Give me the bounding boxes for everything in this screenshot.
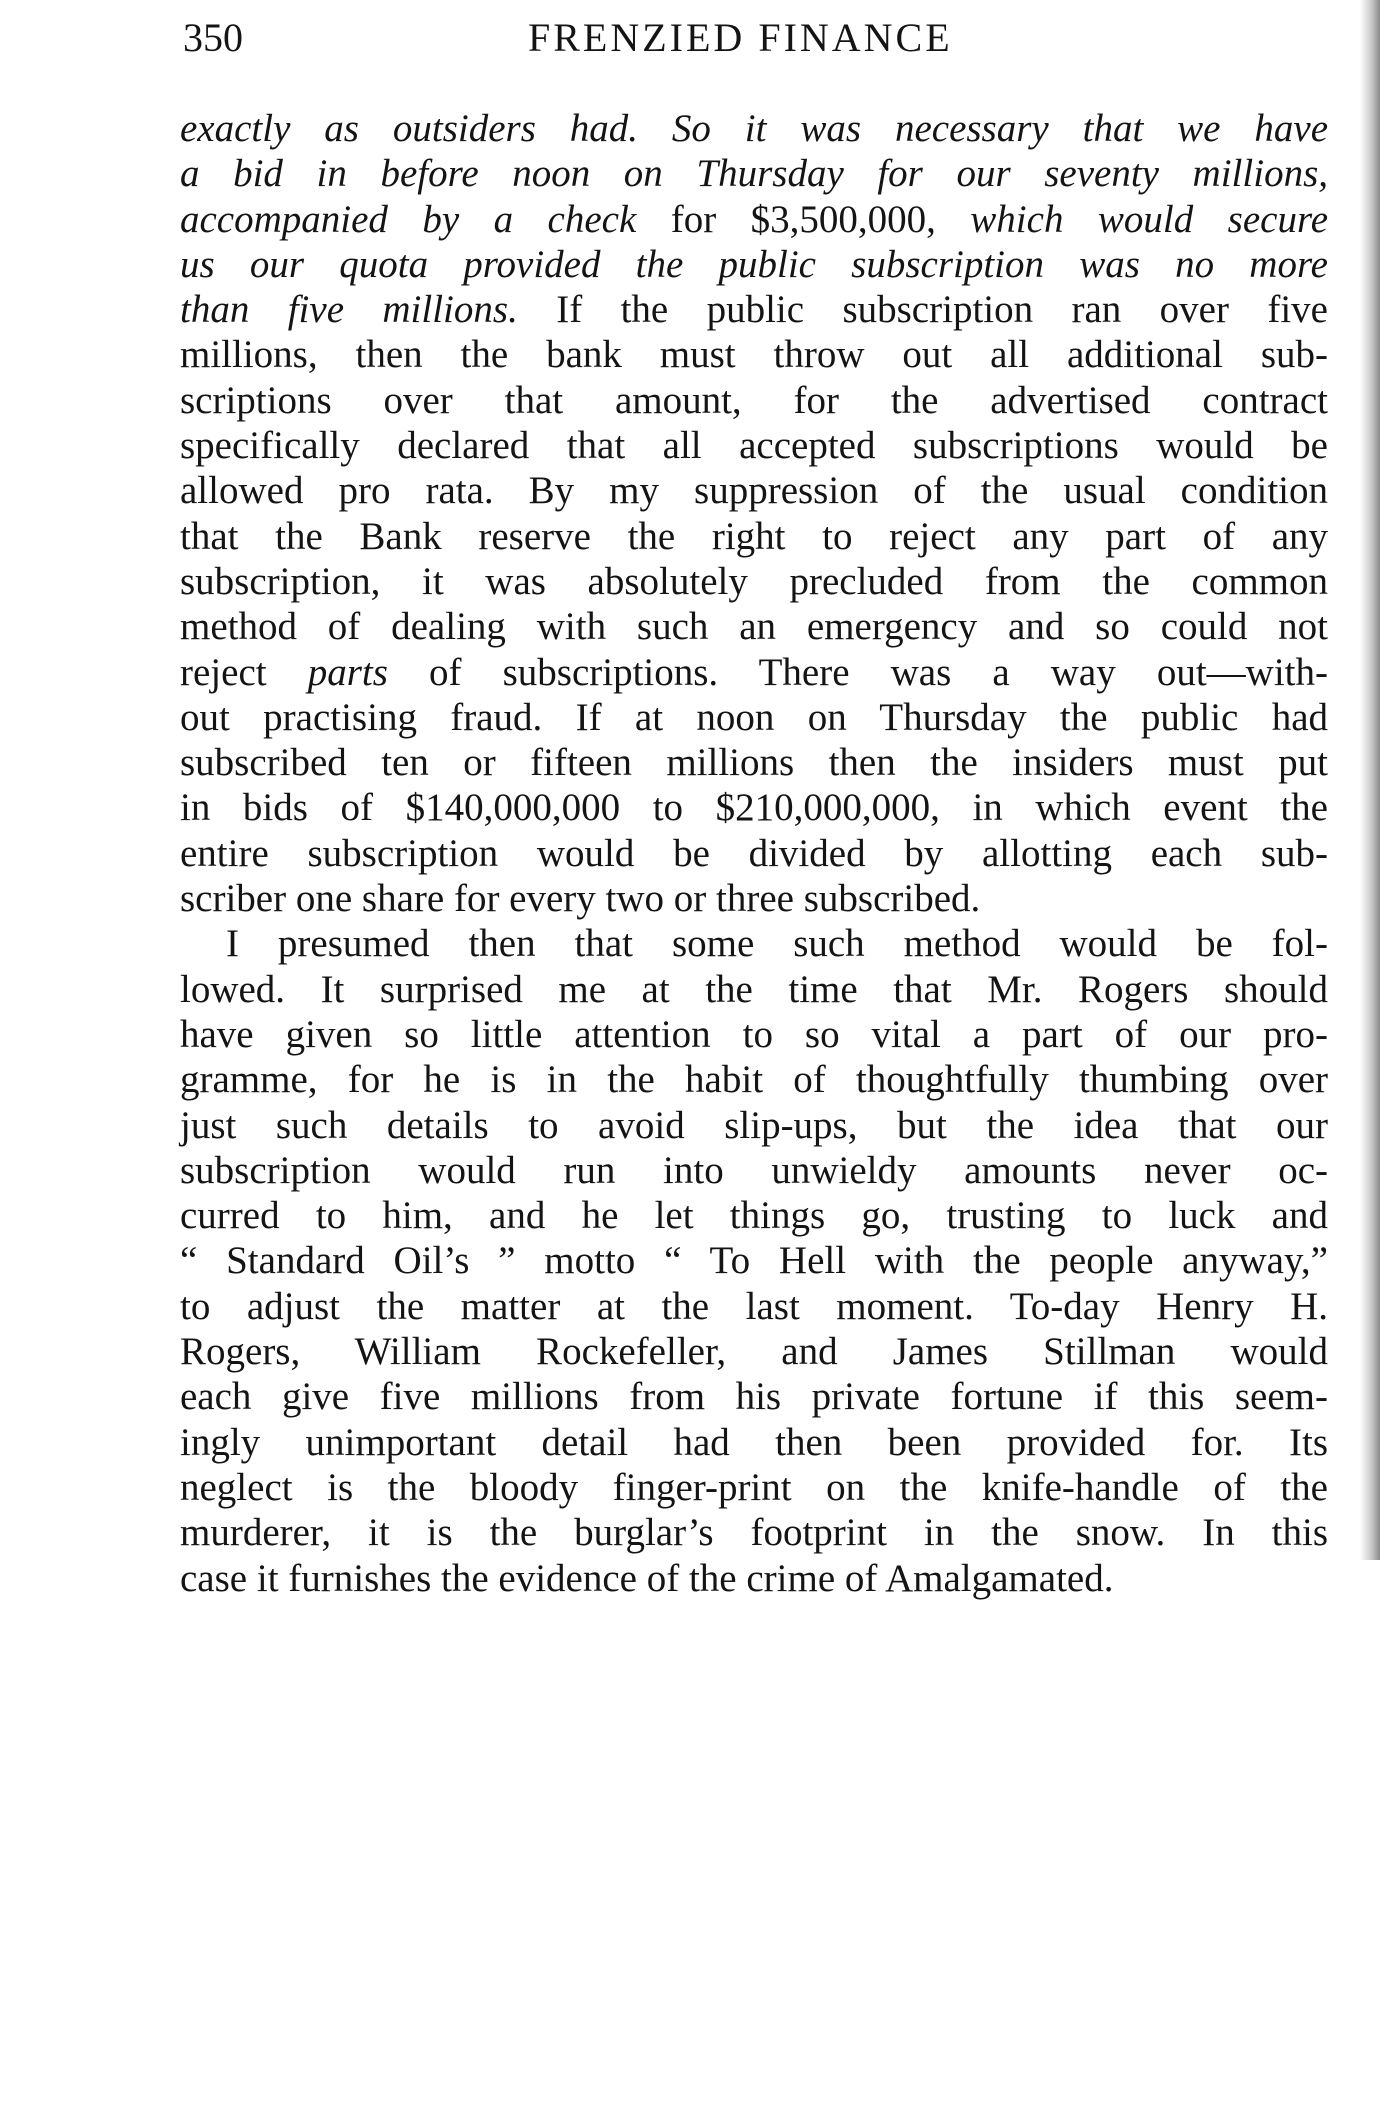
text-run: lowed. It surprised me at the time that Mr. Rogers should	[180, 967, 1328, 1011]
italic-run: So it was necessary that we have	[671, 107, 1329, 150]
text-line	[180, 785, 1328, 830]
text-run: scriber one share for every two or three subscribed.	[180, 877, 981, 921]
italic-run: parts	[307, 650, 388, 694]
text-line	[180, 1329, 1328, 1374]
page-header	[183, 6, 1328, 70]
text-run: millions, then the bank must throw out all additional sub-	[180, 333, 1328, 377]
text-line	[180, 1420, 1328, 1465]
text-line	[180, 1012, 1328, 1057]
text-run: method of dealing with such an emergency and so could not	[180, 605, 1328, 649]
text-run: scriptions over that amount, for the advertised contract	[180, 378, 1328, 422]
page-number: 350	[183, 15, 243, 60]
text-line	[180, 468, 1328, 513]
text-line	[180, 831, 1328, 876]
text-run: gramme, for he is in the habit of thoughtfully thumbing over	[180, 1058, 1328, 1102]
text-line	[180, 242, 1328, 287]
text-line	[180, 1148, 1328, 1193]
text-run: out practising fraud. If at noon on Thursday the public had	[180, 695, 1328, 739]
text-line	[180, 151, 1328, 196]
text-run: entire subscription would be divided by allotting each sub-	[180, 831, 1328, 875]
text-run: subscription would run into unwieldy amounts never oc-	[180, 1148, 1328, 1192]
text-line	[180, 559, 1328, 604]
text-run: case it furnishes the evidence of the crime of Amalgamated.	[180, 1556, 1114, 1600]
text-line	[180, 1556, 1328, 1601]
page-edge-shadow	[1360, 0, 1380, 1560]
text-line	[180, 287, 1328, 332]
text-run: have given so little attention to so vital a part of our pro-	[180, 1012, 1328, 1056]
italic-run: accompanied by a check	[180, 197, 637, 241]
text-line	[180, 1057, 1328, 1102]
text-line	[180, 1510, 1328, 1555]
text-line	[180, 650, 1328, 695]
text-run: allowed pro rata. By my suppression of the usual condition	[180, 469, 1328, 513]
text-line	[180, 967, 1328, 1012]
text-line	[180, 921, 1328, 966]
text-run: subscription, it was absolutely precluded from the common	[180, 559, 1328, 603]
text-line	[180, 604, 1328, 649]
text-line	[180, 1238, 1328, 1283]
italic-run: which would secure	[970, 197, 1328, 241]
italic-run: exactly as outsiders had.	[180, 107, 639, 150]
text-run: Rogers, William Rockefeller, and James Stillman would	[180, 1330, 1328, 1374]
text-run: reject	[180, 650, 308, 694]
text-line	[180, 1193, 1328, 1238]
text-run: each give five millions from his private fortune if this seem-	[180, 1375, 1328, 1419]
text-line	[180, 423, 1328, 468]
text-run: that the Bank reserve the right to reject any part of any	[180, 514, 1328, 558]
text-run: in bids of $140,000,000 to $210,000,000, in which event the	[180, 786, 1328, 830]
text-run	[638, 107, 672, 150]
text-line	[180, 1465, 1328, 1510]
text-line	[180, 378, 1328, 423]
text-run: murderer, it is the burglar’s footprint in the snow. In this	[180, 1511, 1328, 1555]
text-line	[180, 197, 1328, 242]
text-run: If the public subscription ran over five	[517, 288, 1328, 332]
text-line	[180, 106, 1328, 151]
text-line	[180, 514, 1328, 559]
text-run: I presumed then that some such method would be fol-	[226, 922, 1328, 966]
text-run: curred to him, and he let things go, trusting to luck and	[180, 1194, 1328, 1238]
text-line	[180, 876, 1328, 921]
text-line	[180, 1374, 1328, 1419]
italic-run: us our quota provided the public subscription was no more	[180, 242, 1328, 286]
text-line	[180, 740, 1328, 785]
text-run: neglect is the bloody finger-print on the knife-handle of the	[180, 1465, 1328, 1509]
text-run: “ Standard Oil’s ” motto “ To Hell with the people anyway,”	[180, 1239, 1328, 1283]
italic-run: a bid in before noon on Thursday for our seventy millions,	[180, 152, 1328, 196]
text-line	[180, 332, 1328, 377]
text-run: to adjust the matter at the last moment. To-day Henry H.	[180, 1284, 1328, 1328]
text-run: for $3,500,000,	[636, 197, 971, 241]
running-head: FRENZIED FINANCE	[528, 15, 953, 60]
text-run: just such details to avoid slip-ups, but the idea that our	[180, 1103, 1328, 1147]
text-line	[180, 1284, 1328, 1329]
body-text	[180, 106, 1328, 1601]
text-run: ingly unimportant detail had then been provided for. Its	[180, 1420, 1328, 1464]
text-run: subscribed ten or fifteen millions then the insiders must put	[180, 741, 1328, 785]
text-line	[180, 1103, 1328, 1148]
italic-run: than five millions.	[180, 288, 518, 332]
text-run: of subscriptions. There was a way out—with-	[387, 650, 1328, 694]
text-run: specifically declared that all accepted subscriptions would be	[180, 424, 1328, 468]
text-line	[180, 695, 1328, 740]
